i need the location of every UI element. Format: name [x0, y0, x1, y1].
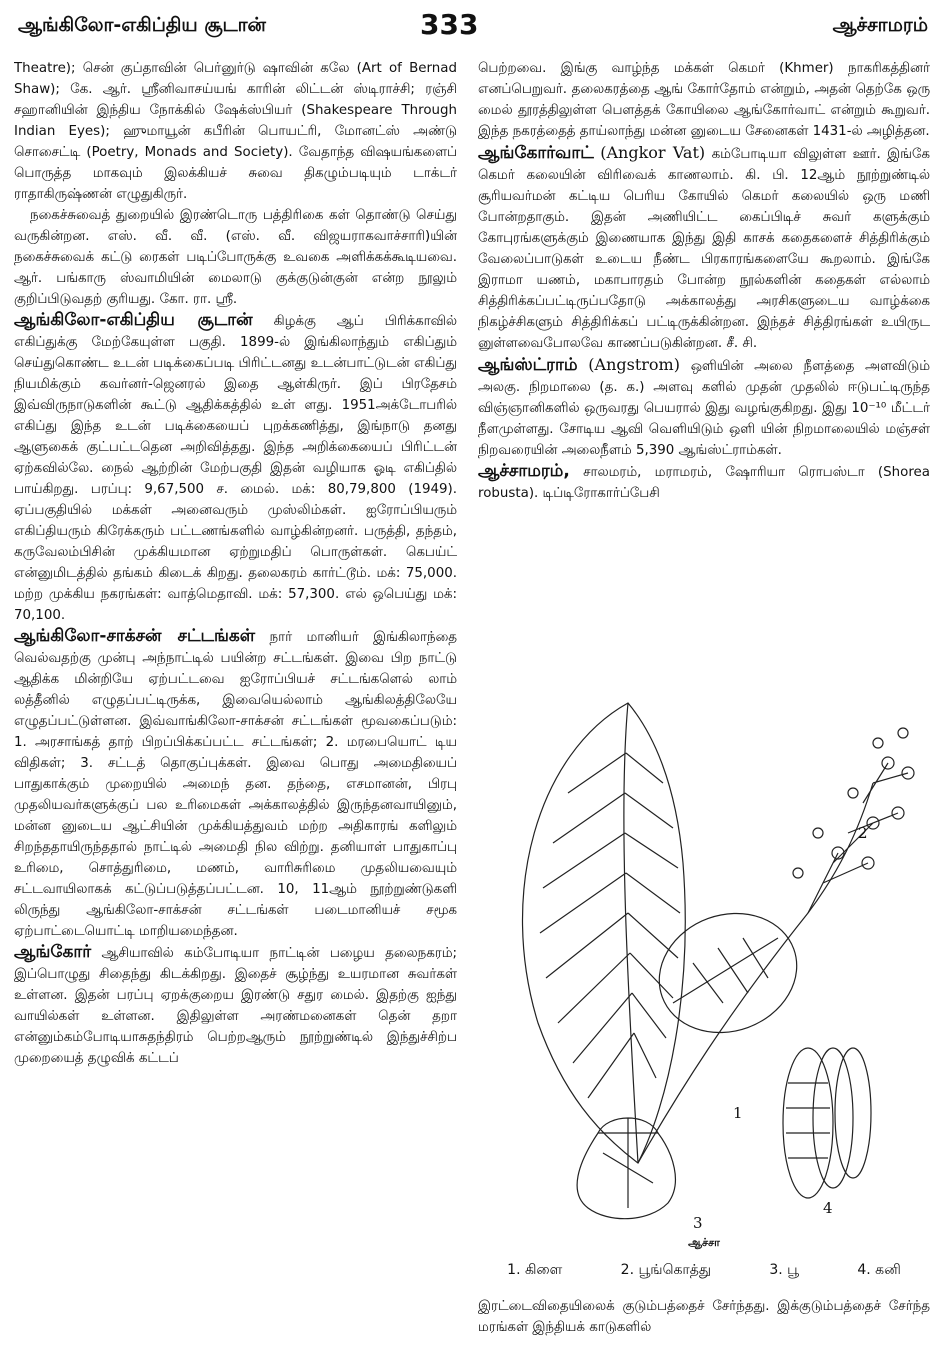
sal-tree-illustration	[478, 663, 930, 1248]
figure-label-1: 1	[733, 1104, 743, 1122]
entry-body: நார் மானியர் இங்கிலாந்தை வெல்வதற்கு முன்பு அந்நாட்டில் பயின்ற சட்டங்கள். இவை பிற நாட்டு ஆதிக்க மின்றியே ஏற்பட்டவை ஐரோப்பியச் சட்டங்களெல் லாம் லத்தீனில் எழுதப்பட்டிருக்க, இவையெல்லாம் ஆங்கிலத்திலேயே எழுதப்பட்டுள்ளன. இவ்வாங்கிலோ-சாக்சன் சட்டங்கள் மூவகைப்படும்: 1. அரசாங்கத் தாற் பிறப்பிக்கப்பட்ட சட்டங்கள்; 2. மரபையொட் டிய விதிகள்; 3. சட்டத் தொகுப்புக்கள். இவை பொது அமைதியைப் பாதுகாக்கும் முறையில் அமைந் தன. தந்தை, எசமானன், பிரபு முதலியவர்களுக்குப் பல உரிமைகள் அக்காலத்தில் இருந்தனவாயினும், மன்ன னுடைய ஆட்சியின் முக்கியத்துவம் மற்ற அதிகாரங் களிலும் சிறந்ததாயிருந்ததால் நாட்டில் அமைதி நில விற்று. தனியாள் பாதுகாப்பு உரிமை, சொத்துரிமை, மணம், வாரிசுரிமை முதலியவையும் சட்டவாயிலாகக் கட்டுப்படுத்தப்பட்டன. 10, 11ஆம் நூற்றுண்டுகளி லிருந்து ஆங்கிலோ-சாக்சன் சட்டங்கள் படைமானியச் சமூக ஏற்பாட்டையொட்டி மாறியமைந்தன.	[14, 630, 457, 939]
entry-heading: ஆங்கிலோ-எகிப்திய சூடான்	[14, 310, 253, 330]
entry-body: கம்போடியா விலுள்ள ஊர். இங்கே கெமர் கலையின் விரிவைக் காணலாம். கி. பி. 12ஆம் நூற்றுண்டில் சூரியவர்மன் கட்டிய பெரிய கோயில் கெமர் கலையில் ஒரு மணி போன்றதாகும். இதன் அணியிட்ட கைப்பிடிச் சுவர் களுக்கும் கோபுரங்களுக்கும் இணையாக இந்து இதி காசக் கதைகளைச் சித்திரிக்கும் வேலைப்பாடுகள் உடைய நீண்ட பிரகாரங்களையே கூறலாம். இங்கே இராமா யணம், மகாபாரதம் போன்ற நூல்களின் கதைகள் எல்லாம் சித்திரிக்கப்பட்டிருப்பதோடு அக்காலத்து அரசிகளுடைய வாழ்க்கை நிகழ்ச்சிகளும் சித்திரிக்கப் பட்டிருக்கின்றன. இந்தச் சித்திரங்கள் உயிருட னுள்ளவைபோலவே காணப்படுகின்றன. சீ. சி.	[478, 147, 930, 351]
right-column	[478, 58, 930, 658]
entry-angkor-vat	[478, 142, 930, 354]
figure-label-2: 2	[858, 824, 868, 842]
entry-body: சாலமரம், மராமரம், ஷோரியா ரொபஸ்டா (Shorea robusta). டிப்டிரோகார்ப்பேசி	[478, 465, 930, 501]
caption-item: 3. பூ	[769, 1262, 799, 1278]
entry-english-term: (Angstrom)	[588, 355, 680, 374]
leaf-outline	[522, 703, 685, 1163]
entry-heading: ஆங்கோர்	[14, 942, 92, 962]
figure-label-3: 3	[693, 1214, 703, 1232]
entry-body: ஒளியின் அலை நீளத்தை அளவிடும் அலகு. நிறமாலை (த. க.) அளவு களில் முதன் முதலில் ஈடுபட்டிருந்த விஞ்ஞானிகளில் ஒருவரது பெயரால் இது வழங்குகிறது. இது 10⁻¹⁰ மீட்டர் நீளமுள்ளது. சோடிய ஆவி வெளியிடும் ஒளி யின் நிறமாலையில் மஞ்சள் நிறவரையின் அலைநீளம் 5,390 ஆங்ஸ்ட்ராம்கள்.	[478, 359, 930, 458]
entry-body: கிழக்கு ஆப் பிரிக்காவில் எகிப்துக்கு மேற்கேயுள்ள பகுதி. 1899-ல் இங்கிலாந்தும் எகிப்தும் செய்துகொண்ட உடன் படிக்கைப்படி பிரிட்டனது உடன்பாட்டுடன் எகிப்து நியமிக்கும் கவர்னர்-ஜெனரல் இதை ஆள்கிருர். இப் பிரதேசம் இவ்விருநாடுகளின் கூட்டு ஆதிக்கத்தில் உள் ளது. 1951அக்டோபரில் எகிப்து இந்த உடன் படிக்கையைப் புறக்கணித்து, இங்நாடு தனது ஆளுகைக் குட்பட்டதென அறிவித்தது. இந்த அறிக்கையைப் பிரிட்டன் ஏற்கவில்லே. நைல் ஆற்றின் மேற்பகுதி இதன் வழியாக ஓடி எகிப்தில் பாய்கிறது. பரப்பு: 9,67,500 ச. மைல். மக்: 80,79,800 (1949). ஏப்பகுதியில் மக்கள் அனைவரும் முஸ்லிம்கள். ஐரோப்பியரும் எகிப்தியரும் கிரேக்கரும் பட்டணங்களில் வாழ்கின்றனர். பருத்தி, தந்தம், கருவேலம்பிசின் முக்கியமான ஏற்றுமதிப் பொருள்கள். கெபய்ட் என்னுமிடத்தில் தங்கம் கிடைக் கிறது. தலைகரம் கார்ட்டூம். மக்: 75,000. மற்ற முக்கிய நகரங்கள்: வாத்மெதாவி. மக்: 57,300. எல் ஒபெய்து மக்: 70,100.	[14, 314, 457, 623]
botanical-drawing	[478, 663, 930, 1248]
stem	[638, 783, 873, 1163]
round-leaf	[642, 895, 813, 1052]
entry-body: ஆசியாவில் கம்போடியா நாட்டின் பழைய தலைநகரம்; இப்பொழுது சிதைந்து கிடக்கிறது. இதைச் சூழ்ந்து உயரமான சுவர்கள் உள்ளன. இதன் பரப்பு ஏறக்குறைய இரண்டு சதுர மைல். இதற்கு ஐந்து வாயில்கள் உள்ளன. இதிலுள்ள அரண்மனைகள் தென் தறா என்னும்கம்போடியாசுதந்திரம் பெற்றஆரும் நூற்றுண்டில் இந்துச்சிற்ப முறையைத் தழுவிக் கட்டப்	[14, 946, 457, 1066]
leaf-midrib	[624, 703, 638, 1163]
figure-label-4: 4	[823, 1199, 833, 1217]
entry-heading: ஆங்கிலோ-சாக்சன் சட்டங்கள்	[14, 626, 256, 646]
paragraph-continued: பெற்றவை. இங்கு வாழ்ந்த மக்கள் கெமர் (Khmer) நாகரிகத்தினர் எனப்பெறுவர். தலைகரத்தை ஆங் கோர்தோம் என்றும், அதன் தெற்கே ஒரு மைல் தூரத்திலுள்ள பௌத்தக் கோயிலை ஆங்கோர்வாட் என்றும் கூறுவர். இந்த நகரத்தைத் தாய்லாந்து மன்ன னுடைய சேனைகள் 1431-ல் அழித்தன.	[478, 61, 930, 139]
caption-item: 4. கனி	[857, 1262, 901, 1278]
paragraph-continued: Theatre); சென் குப்தாவின் பெர்னுர்டு ஷாவின் கலே (Art of Bernad Shaw); கே. ஆர். ஸ்ரீனிவாசய்யங் காரின் லிட்டன் ஸ்டிராச்சி; ரஞ்சி சஹானியின் இந்திய நோக்கில் ஷேக்ஸ்பியர் (Shakespeare Through Indian Eyes); ஹுமாயூன் கபீரின் பொயட்ரி, மோனட்ஸ் அண்டு சொசைட்டி (Poetry, Monads and Society). வேதாந்த விஷயங்களைப் பொருத்த மாகவும் இலக்கியச் சுவை திகழும்படியும் டாக்டர் ராதாகிருஷ்ணன் எழுதுகிருர்.	[14, 61, 457, 202]
entry-heading: ஆங்கோர்வாட்	[478, 143, 594, 163]
paragraph-humour: நகைச்சுவைத் துறையில் இரண்டொரு பத்திரிகை கள் தொண்டு செய்து வருகின்றன. எஸ். வீ. வீ. (எஸ். வீ. விஜயராகவாச்சாரி)யின் நகைச்சுவைக் கட்டு ரைகள் படிப்போருக்கு உவகை அளிக்கக்கூடியவை. ஆர். பங்காரு ஸ்வாமியின் மைலாடு குக்குடுன்குன் என்ற நூலும் குறிப்பிடுவதற் குரியது. கோ. ரா. ஸ்ரீ.	[14, 208, 457, 307]
entry-sal-tree	[478, 461, 930, 504]
flower	[577, 1133, 675, 1219]
caption-item: 1. கிளை	[507, 1262, 563, 1278]
page-header	[0, 0, 942, 52]
entry-anglo-saxon-laws	[14, 626, 457, 942]
running-head-right: ஆச்சாமரம்	[832, 14, 928, 36]
entry-angkor	[14, 942, 457, 1069]
page-number: 333	[420, 8, 479, 41]
entry-heading: ஆச்சாமரம்,	[478, 461, 570, 481]
entry-anglo-egyptian-sudan	[14, 310, 457, 626]
caption-item: 2. பூங்கொத்து	[620, 1262, 711, 1278]
paragraph-sal-continued: இரட்டைவிதையிலைக் குடும்பத்தைச் சேர்ந்தது. இக்குடும்பத்தைச் சேர்ந்த மரங்கள் இந்தியக் காடுகளில்	[478, 1299, 930, 1335]
right-column-bottom	[478, 1296, 930, 1338]
entry-heading: ஆங்ஸ்ட்ராம்	[478, 355, 578, 375]
left-column	[14, 58, 457, 1356]
figure-title: ஆச்சா	[688, 1236, 720, 1249]
entry-angstrom	[478, 354, 930, 461]
fruit	[783, 1048, 833, 1198]
running-head-left: ஆங்கிலோ-எகிப்திய சூடான்	[18, 14, 266, 36]
figure-caption	[478, 1262, 930, 1280]
entry-english-term: (Angkor Vat)	[600, 143, 706, 162]
